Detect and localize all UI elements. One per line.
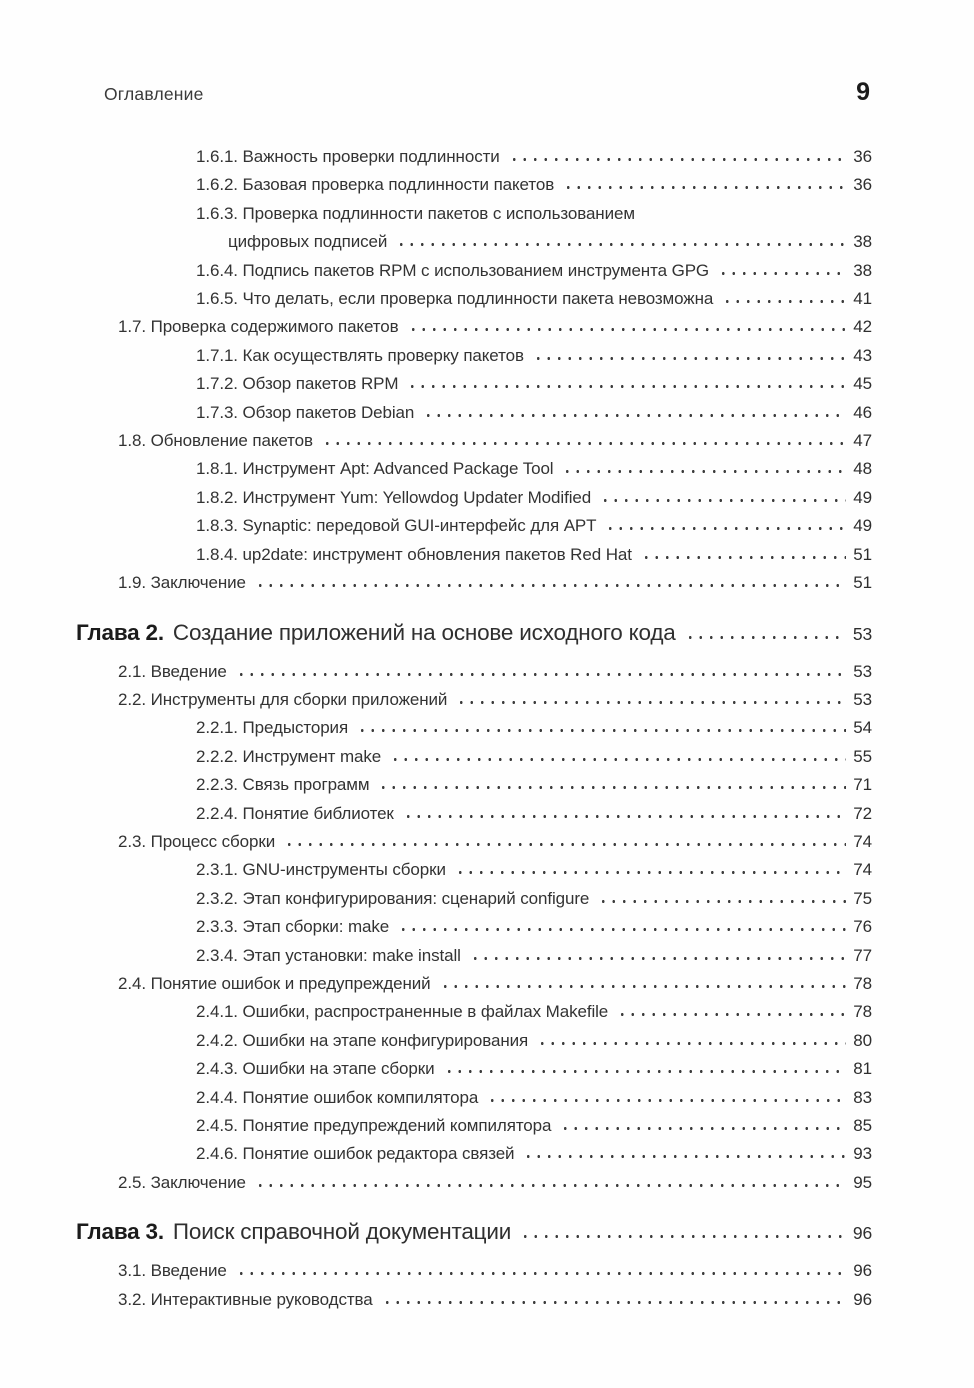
chapter-page-number: 53 bbox=[852, 623, 872, 644]
toc-entry[interactable] bbox=[196, 484, 872, 512]
chapter-title: Создание приложений на основе исходного кода bbox=[172, 619, 676, 645]
toc-entry[interactable] bbox=[196, 1112, 872, 1140]
dot-leader bbox=[603, 517, 846, 531]
toc-entry[interactable] bbox=[196, 800, 872, 828]
dot-leader bbox=[253, 1174, 846, 1188]
entry-title: 2.4.1. Ошибки, распространенные в файлах Makefile bbox=[196, 1002, 609, 1022]
toc-list bbox=[76, 143, 872, 1314]
entry-page-number: 47 bbox=[853, 431, 872, 451]
entry-page-number: 51 bbox=[853, 573, 872, 593]
entry-title: 1.6.5. Что делать, если проверка подлинности пакета невозможна bbox=[196, 289, 714, 309]
dot-leader bbox=[396, 918, 846, 932]
entry-page-number: 49 bbox=[853, 487, 872, 507]
entry-title: 2.4.4. Понятие ошибок компилятора bbox=[196, 1087, 479, 1107]
entry-page-number: 51 bbox=[853, 544, 872, 564]
entry-title: 2.3. Процесс сборки bbox=[118, 831, 276, 851]
toc-entry[interactable] bbox=[196, 743, 872, 771]
dot-leader bbox=[468, 947, 846, 961]
entry-page-number: 78 bbox=[853, 973, 872, 993]
dot-leader bbox=[454, 691, 846, 705]
toc-entry[interactable] bbox=[196, 998, 872, 1026]
entry-title: 2.3.1. GNU-инструменты сборки bbox=[196, 860, 446, 880]
toc-entry[interactable] bbox=[118, 569, 872, 597]
dot-leader bbox=[535, 1032, 846, 1046]
entry-page-number: 38 bbox=[853, 232, 872, 252]
toc-entry[interactable] bbox=[196, 257, 872, 285]
entry-page-number: 96 bbox=[853, 1261, 872, 1281]
dot-leader bbox=[720, 290, 846, 304]
entry-title: 2.2. Инструменты для сборки приложений bbox=[118, 689, 448, 709]
entry-page-number: 76 bbox=[853, 917, 872, 937]
entry-page-number: 46 bbox=[853, 402, 872, 422]
entry-page-number: 49 bbox=[853, 516, 872, 536]
toc-entry[interactable] bbox=[196, 285, 872, 313]
entry-title: 2.3.3. Этап сборки: make bbox=[196, 917, 390, 937]
dot-leader bbox=[234, 663, 846, 677]
entry-page-number: 43 bbox=[853, 345, 872, 365]
chapter-number: Глава 2. bbox=[76, 619, 164, 645]
entry-title: 2.4.6. Понятие ошибок редактора связей bbox=[196, 1144, 515, 1164]
toc-entry[interactable] bbox=[196, 942, 872, 970]
entry-page-number: 36 bbox=[853, 147, 872, 166]
entry-title: 2.4. Понятие ошибок и предупреждений bbox=[118, 973, 431, 993]
entry-page-number: 48 bbox=[853, 459, 872, 479]
entry-title: 2.5. Заключение bbox=[118, 1172, 246, 1192]
entry-page-number: 54 bbox=[853, 718, 872, 738]
toc-entry[interactable] bbox=[196, 455, 872, 483]
toc-entry[interactable] bbox=[196, 1027, 872, 1055]
entry-page-number: 96 bbox=[853, 1289, 872, 1309]
entry-page-number: 95 bbox=[853, 1172, 872, 1192]
dot-leader bbox=[380, 1291, 846, 1305]
dot-leader bbox=[394, 233, 846, 247]
chapter-number: Глава 3. bbox=[76, 1219, 164, 1245]
toc-entry[interactable] bbox=[118, 658, 872, 686]
entry-page-number: 45 bbox=[853, 374, 872, 394]
dot-leader bbox=[406, 318, 846, 332]
entry-page-number: 74 bbox=[853, 860, 872, 880]
entry-page-number: 53 bbox=[853, 661, 872, 681]
entry-title: 1.8.1. Инструмент Apt: Advanced Package Tool bbox=[196, 459, 554, 479]
entry-page-number: 77 bbox=[853, 945, 872, 965]
entry-title: 2.1. Введение bbox=[118, 661, 227, 681]
dot-leader bbox=[560, 460, 846, 474]
toc-entry[interactable] bbox=[196, 1055, 872, 1083]
toc-entry[interactable] bbox=[196, 370, 872, 398]
entry-title-continued: цифровых подписей bbox=[228, 232, 388, 252]
entry-title: 1.7.2. Обзор пакетов RPM bbox=[196, 374, 399, 394]
toc-entry[interactable] bbox=[118, 1169, 872, 1197]
entry-page-number: 74 bbox=[853, 831, 872, 851]
entry-title: 2.2.1. Предыстория bbox=[196, 718, 349, 738]
entry-title: 1.7. Проверка содержимого пакетов bbox=[118, 317, 399, 337]
entry-title: 1.8.3. Synaptic: передовой GUI-интерфейс для APT bbox=[196, 516, 597, 536]
running-header-title: Оглавление bbox=[104, 84, 204, 104]
dot-leader bbox=[282, 833, 846, 847]
entry-title: 1.9. Заключение bbox=[118, 573, 246, 593]
toc-entry[interactable] bbox=[118, 427, 872, 455]
entry-page-number: 78 bbox=[853, 1002, 872, 1022]
dot-leader bbox=[558, 1117, 846, 1131]
entry-title: 2.2.4. Понятие библиотек bbox=[196, 803, 394, 823]
entry-title: 2.4.5. Понятие предупреждений компилятора bbox=[196, 1116, 552, 1135]
entry-page-number: 93 bbox=[853, 1144, 872, 1164]
dot-leader bbox=[438, 975, 846, 989]
entry-title: 1.6.1. Важность проверки подлинности bbox=[196, 147, 500, 166]
toc-chapter-entry[interactable] bbox=[76, 617, 872, 650]
entry-title: 1.6.3. Проверка подлинности пакетов с использованием bbox=[196, 203, 635, 223]
dot-leader bbox=[388, 748, 846, 762]
toc-entry[interactable] bbox=[196, 399, 872, 427]
entry-page-number: 72 bbox=[853, 803, 872, 823]
entry-page-number: 53 bbox=[853, 689, 872, 709]
toc-entry[interactable] bbox=[196, 143, 872, 171]
toc-entry[interactable] bbox=[118, 828, 872, 856]
entry-page-number: 71 bbox=[853, 775, 872, 795]
entry-page-number: 55 bbox=[853, 746, 872, 766]
entry-page-number: 36 bbox=[853, 175, 872, 195]
entry-title: 1.7.3. Обзор пакетов Debian bbox=[196, 402, 415, 422]
toc-entry[interactable] bbox=[196, 342, 872, 370]
entry-title: 2.3.2. Этап конфигурирования: сценарий configure bbox=[196, 888, 590, 908]
entry-page-number: 83 bbox=[853, 1087, 872, 1107]
dot-leader bbox=[683, 626, 846, 640]
entry-page-number: 75 bbox=[853, 888, 872, 908]
entry-title: 3.2. Интерактивные руководства bbox=[118, 1289, 373, 1309]
toc-entry[interactable] bbox=[196, 714, 872, 742]
dot-leader bbox=[716, 262, 846, 276]
toc-entry-continuation[interactable] bbox=[228, 228, 872, 256]
entry-title: 2.4.2. Ошибки на этапе конфигурирования bbox=[196, 1030, 529, 1050]
entry-page-number: 81 bbox=[853, 1059, 872, 1079]
entry-title: 1.8.4. up2date: инструмент обновления пакетов Red Hat bbox=[196, 544, 632, 564]
toc-entry[interactable] bbox=[196, 913, 872, 941]
dot-leader bbox=[355, 719, 846, 733]
toc-entry[interactable] bbox=[196, 541, 872, 569]
dot-leader bbox=[615, 1003, 846, 1017]
dot-leader bbox=[521, 1145, 846, 1159]
dot-leader bbox=[596, 890, 846, 904]
dot-leader bbox=[234, 1262, 846, 1276]
entry-page-number: 38 bbox=[853, 260, 872, 280]
entry-title: 1.8. Обновление пакетов bbox=[118, 431, 313, 451]
entry-title: 1.6.2. Базовая проверка подлинности пакетов bbox=[196, 175, 555, 195]
page-header bbox=[76, 78, 872, 107]
toc-entry[interactable] bbox=[118, 1286, 872, 1314]
dot-leader bbox=[320, 432, 846, 446]
toc-entry[interactable] bbox=[118, 313, 872, 341]
dot-leader bbox=[376, 776, 846, 790]
toc-entry[interactable] bbox=[118, 1257, 872, 1285]
entry-title: 3.1. Введение bbox=[118, 1261, 227, 1281]
folio-page-number: 9 bbox=[856, 78, 870, 106]
entry-title: 2.2.2. Инструмент make bbox=[196, 746, 382, 766]
toc-chapter-entry[interactable] bbox=[76, 1216, 872, 1249]
toc-entry[interactable] bbox=[196, 885, 872, 913]
entry-title: 2.3.4. Этап установки: make install bbox=[196, 945, 461, 965]
dot-leader bbox=[561, 176, 846, 190]
toc-entry[interactable] bbox=[196, 1084, 872, 1112]
entry-title: 1.7.1. Как осуществлять проверку пакетов bbox=[196, 345, 524, 365]
chapter-title: Поиск справочной документации bbox=[172, 1219, 512, 1245]
dot-leader bbox=[253, 574, 846, 588]
dot-leader bbox=[405, 375, 846, 389]
dot-leader bbox=[453, 861, 846, 875]
dot-leader bbox=[518, 1225, 846, 1239]
toc-entry[interactable] bbox=[196, 512, 872, 540]
dot-leader bbox=[507, 148, 846, 162]
entry-page-number: 85 bbox=[853, 1116, 872, 1135]
entry-title: 2.4.3. Ошибки на этапе сборки bbox=[196, 1059, 435, 1079]
entry-title: 1.6.4. Подпись пакетов RPM с использованием инструмента GPG bbox=[196, 260, 710, 280]
toc-entry[interactable] bbox=[196, 1140, 872, 1168]
toc-entry[interactable] bbox=[118, 970, 872, 998]
entry-title: 2.2.3. Связь программ bbox=[196, 775, 370, 795]
dot-leader bbox=[485, 1089, 846, 1103]
dot-leader bbox=[531, 347, 846, 361]
dot-leader bbox=[598, 489, 846, 503]
toc-entry[interactable] bbox=[196, 200, 872, 228]
toc-entry[interactable] bbox=[196, 771, 872, 799]
entry-page-number: 42 bbox=[853, 317, 872, 337]
entry-page-number: 80 bbox=[853, 1030, 872, 1050]
dot-leader bbox=[639, 546, 846, 560]
toc-entry[interactable] bbox=[196, 856, 872, 884]
dot-leader bbox=[442, 1060, 847, 1074]
entry-title: 1.8.2. Инструмент Yum: Yellowdog Updater Modified bbox=[196, 487, 592, 507]
toc-entry[interactable] bbox=[118, 686, 872, 714]
dot-leader bbox=[401, 805, 846, 819]
chapter-page-number: 96 bbox=[852, 1223, 872, 1244]
toc-entry[interactable] bbox=[196, 171, 872, 199]
dot-leader bbox=[421, 404, 846, 418]
entry-page-number: 41 bbox=[853, 289, 872, 309]
